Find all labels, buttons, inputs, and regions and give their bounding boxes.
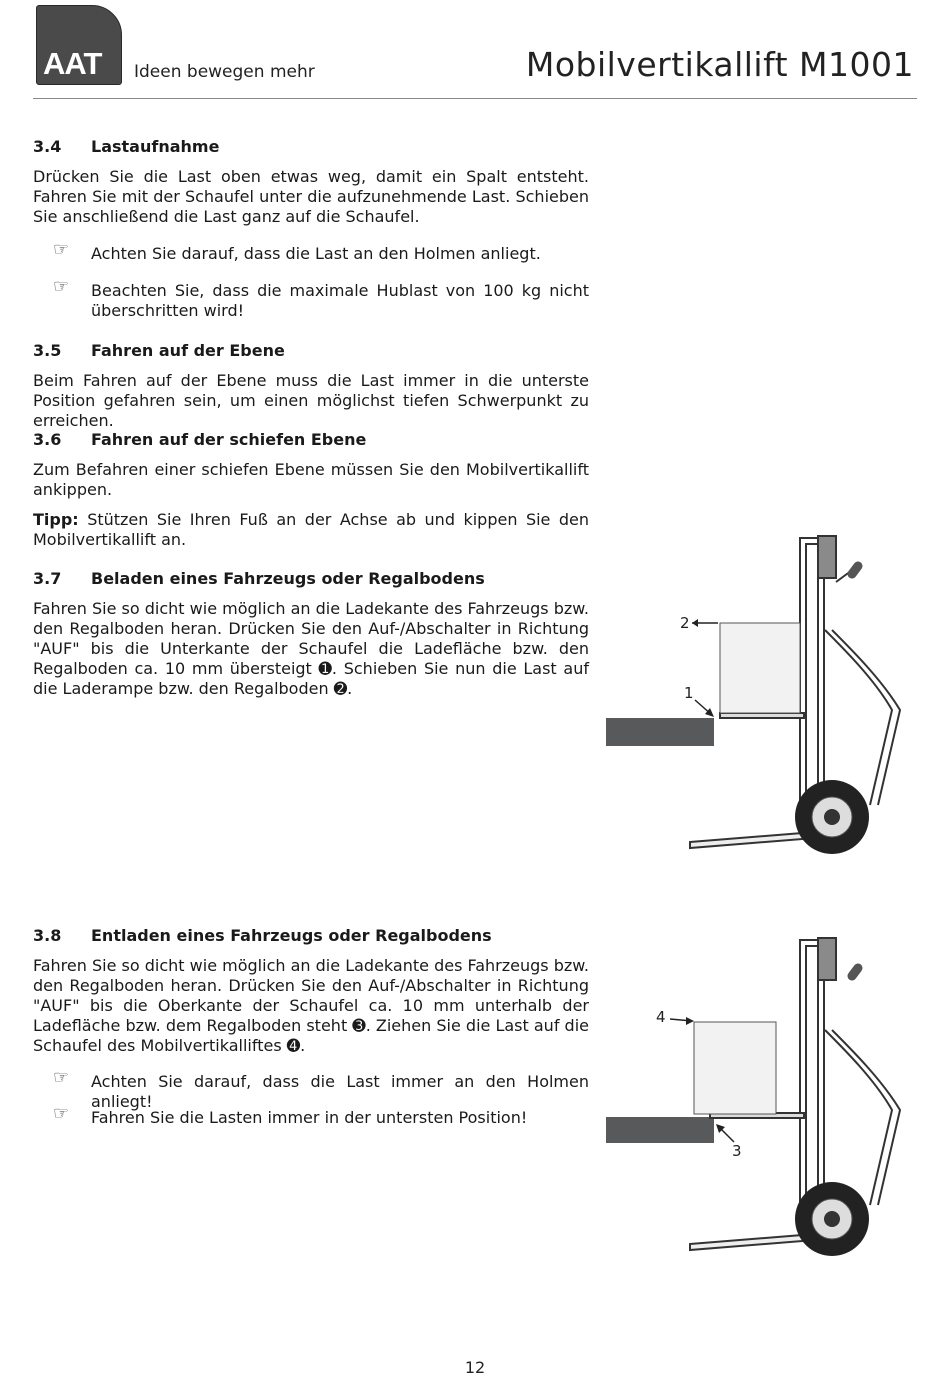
note-3-4-a (33, 239, 589, 264)
arrowhead (686, 1017, 694, 1025)
aat-logo (36, 5, 122, 85)
pointing-hand-icon: ☞ (53, 239, 70, 260)
figure-label-1: 1 (684, 684, 694, 702)
unloading-illustration (600, 930, 920, 1260)
load-box (720, 623, 800, 713)
paragraph: Fahren Sie so dicht wie möglich an die Ladekante des Fahrzeugs bzw. den Regalboden heran. Drücken Sie den Auf-/Abschalter in Richtung "AUF" bis die Unterkante der Schaufel die Ladefläche bzw. den Regalboden ca. 10 mm übersteigt ➊. Schieben Sie nun die Last auf die Laderampe bzw. den Regalboden ➋. (33, 599, 589, 698)
section-title: Beladen eines Fahrzeugs oder Regalbodens (91, 569, 485, 588)
document-title: Mobilvertikallift M1001 (525, 45, 914, 84)
section-number: 3.6 (33, 430, 62, 449)
note-3-8-b (33, 1103, 589, 1128)
figure-label-3: 3 (732, 1142, 742, 1160)
pointing-hand-icon: ☞ (53, 1103, 70, 1124)
section-number: 3.7 (33, 569, 62, 588)
paragraph: Fahren Sie so dicht wie möglich an die Ladekante des Fahrzeugs bzw. den Regalboden heran. Drücken Sie den Auf-/Abschalter in Richtung "AUF" bis die Oberkante der Schaufel ca. 10 mm unterhalb der Ladefläche bzw. dem Regalboden steht ➌. Ziehen Sie die Last auf die Schaufel des Mobilvertikalliftes ➍. (33, 956, 589, 1055)
logo-text: AAT (43, 46, 102, 81)
tip-text: Stützen Sie Ihren Fuß an der Achse ab und kippen Sie den Mobilvertikallift an. (33, 510, 590, 549)
tip-paragraph (33, 510, 589, 550)
header-divider (33, 98, 917, 99)
section-heading-3-4 (33, 137, 219, 157)
note-3-8-a (33, 1067, 589, 1112)
tagline: Ideen bewegen mehr (134, 62, 315, 82)
section-number: 3.8 (33, 926, 62, 945)
note-3-4-b (33, 276, 589, 321)
pointing-hand-icon: ☞ (53, 1067, 70, 1088)
pointing-hand-icon: ☞ (53, 276, 70, 297)
handle (852, 968, 858, 976)
figure-label-4: 4 (656, 1008, 666, 1026)
section-body-3-6 (33, 460, 589, 500)
paragraph: Beim Fahren auf der Ebene muss die Last immer in die unterste Position gefahren sein, um einen möglichst tiefen Schwerpunkt zu erreichen. (33, 371, 589, 430)
figure-label-2: 2 (680, 614, 690, 632)
section-body-3-7 (33, 599, 589, 699)
section-heading-3-6 (33, 430, 366, 450)
section-number: 3.5 (33, 341, 62, 360)
tip (33, 510, 589, 550)
paragraph: Drücken Sie die Last oben etwas weg, damit ein Spalt entsteht. Fahren Sie mit der Schaufel unter die aufzunehmende Last. Schieben Sie anschließend die Last ganz auf die Schaufel. (33, 167, 589, 226)
note-text: Fahren Sie die Lasten immer in der untersten Position! (91, 1108, 528, 1127)
section-body-3-5 (33, 371, 589, 431)
section-title: Fahren auf der Ebene (91, 341, 285, 360)
section-title: Fahren auf der schiefen Ebene (91, 430, 367, 449)
wheel (795, 1182, 869, 1256)
loading-ramp (606, 1117, 714, 1143)
section-body-3-4 (33, 167, 589, 227)
section-body-3-8 (33, 956, 589, 1056)
wheel (795, 780, 869, 854)
page-number: 12 (464, 1358, 486, 1377)
arrowhead (692, 619, 698, 627)
loading-ramp (606, 718, 714, 746)
tip-label: Tipp: (33, 510, 79, 529)
note-text: Beachten Sie, dass die maximale Hublast von 100 kg nicht überschritten wird! (91, 281, 589, 320)
loading-illustration (600, 530, 920, 860)
section-heading-3-8 (33, 926, 492, 946)
section-title: Lastaufnahme (91, 137, 220, 156)
note-text: Achten Sie darauf, dass die Last an den Holmen anliegt. (91, 244, 541, 263)
section-number: 3.4 (33, 137, 62, 156)
section-title: Entladen eines Fahrzeugs oder Regalbodens (91, 926, 492, 945)
note-text: Achten Sie darauf, dass die Last immer an den Holmen anliegt! (91, 1072, 589, 1111)
paragraph: Zum Befahren einer schiefen Ebene müssen Sie den Mobilvertikallift ankippen. (33, 460, 589, 499)
handle (852, 566, 858, 574)
load-box (694, 1022, 776, 1114)
section-heading-3-5 (33, 341, 285, 361)
section-heading-3-7 (33, 569, 485, 589)
